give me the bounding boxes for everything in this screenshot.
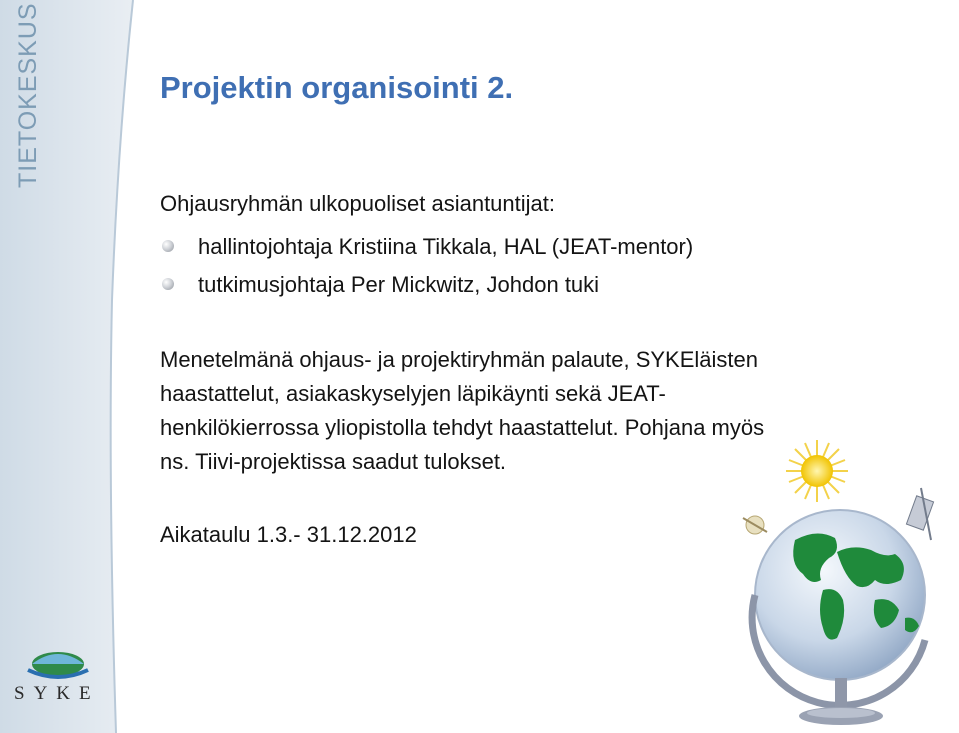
bullet-text: tutkimusjohtaja Per Mickwitz, Johdon tuki — [198, 272, 600, 297]
sidebar — [0, 0, 140, 733]
list-item — [160, 228, 693, 266]
paragraph-line: henkilökierrossa yliopistolla tehdyt haastattelut. Pohjana myös — [160, 415, 765, 440]
bullet-icon — [162, 240, 174, 252]
sun-icon — [786, 440, 848, 502]
bullet-icon — [162, 278, 174, 290]
bullet-list — [160, 228, 693, 304]
slide-title: Projektin organisointi 2. — [160, 70, 514, 105]
bullet-text: hallintojohtaja Kristiina Tikkala, HAL (JEAT-mentor) — [198, 234, 694, 259]
list-item — [160, 266, 693, 304]
brand-vertical-text: TIETOKESKUS — [14, 2, 42, 188]
paragraph-line: ns. Tiivi-projektissa saadut tulokset. — [160, 449, 507, 474]
globe-illustration-icon — [725, 440, 955, 730]
syke-logo-text: SYKE — [14, 683, 100, 704]
paragraph-line: haastattelut, asiakaskyselyjen läpikäynti sekä JEAT- — [160, 381, 666, 406]
schedule-text: Aikataulu 1.3.- 31.12.2012 — [160, 522, 417, 547]
paragraph-line: Menetelmänä ohjaus- ja projektiryhmän palaute, SYKEläisten — [160, 347, 758, 372]
section-heading: Ohjausryhmän ulkopuoliset asiantuntijat: — [160, 191, 556, 216]
satellite-icon — [906, 488, 933, 540]
